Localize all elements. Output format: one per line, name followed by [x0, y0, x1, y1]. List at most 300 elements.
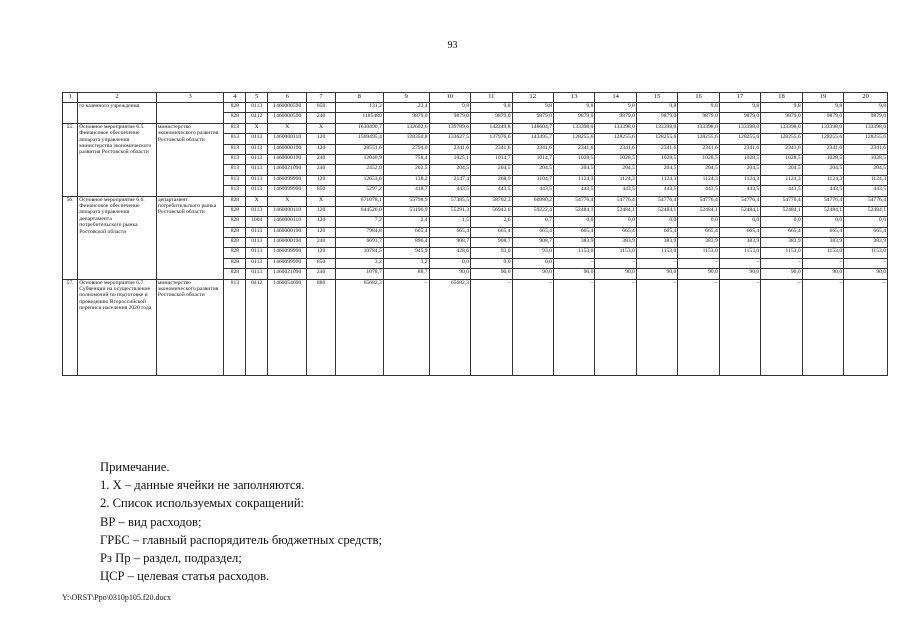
code-cell: 828 [224, 206, 246, 216]
amount-cell: 204,5 [844, 165, 888, 175]
row-number [63, 103, 78, 124]
amount-cell: 2341,6 [719, 144, 760, 154]
amount-cell: 443,5 [429, 186, 470, 196]
note-line: 2. Список используемых сокращений: [100, 496, 305, 511]
amount-cell: 665,4 [595, 227, 636, 237]
amount-cell: 59222,4 [512, 206, 553, 216]
amount-cell: 3,2 [383, 258, 429, 268]
code-cell: X [307, 196, 335, 206]
amount-cell: 0,0 [678, 217, 719, 227]
code-cell: 813 [224, 165, 246, 175]
amount-cell: 383,9 [636, 238, 677, 248]
amount-cell: 644526,0 [335, 206, 383, 216]
amount-cell: 1028,5 [761, 154, 802, 164]
code-cell: 1460099990 [268, 248, 307, 258]
amount-cell: 1124,3 [844, 175, 888, 185]
amount-cell: 9879,0 [383, 113, 429, 123]
code-cell: 1460099990 [268, 258, 307, 268]
code-cell: 828 [224, 103, 246, 113]
amount-cell: 204,5 [553, 165, 594, 175]
amount-cell: 5297,2 [335, 186, 383, 196]
amount-cell: 58702,3 [471, 196, 512, 206]
amount-cell: 9879,0 [512, 113, 553, 123]
amount-cell: – [553, 258, 594, 268]
amount-cell: 128255,6 [802, 134, 843, 144]
code-cell: 0113 [246, 144, 268, 154]
amount-cell: 90,0 [719, 269, 760, 279]
amount-cell: 0,0 [512, 258, 553, 268]
code-cell: 0113 [246, 248, 268, 258]
amount-cell: 2452,0 [335, 165, 383, 175]
table-row [63, 279, 888, 375]
amount-cell: 896,4 [383, 238, 429, 248]
amount-cell: 1028,5 [636, 154, 677, 164]
column-number-header: 3 [156, 93, 224, 103]
amount-cell: 1153,0 [636, 248, 677, 258]
amount-cell: 90,0 [471, 269, 512, 279]
amount-cell: 9,8 [512, 103, 553, 113]
amount-cell: 1124,3 [678, 175, 719, 185]
column-number-header: 13 [553, 93, 594, 103]
amount-cell: 908,7 [512, 238, 553, 248]
column-number-header: 1 [63, 93, 78, 103]
amount-cell: 0,0 [719, 217, 760, 227]
column-number-header: 15 [636, 93, 677, 103]
event-name: го казенного учреждения [78, 103, 157, 124]
amount-cell: 9879,0 [553, 113, 594, 123]
column-number-header: 11 [471, 93, 512, 103]
amount-cell: 12653,6 [335, 175, 383, 185]
code-cell: 1460000190 [268, 144, 307, 154]
notes-title: Примечание. [100, 460, 170, 474]
amount-cell: 2341,6 [553, 144, 594, 154]
amount-cell: 1014,7 [471, 154, 512, 164]
amount-cell: 204,5 [719, 165, 760, 175]
amount-cell: – [719, 258, 760, 268]
amount-cell: 128255,6 [844, 134, 888, 144]
column-number-header: 8 [335, 93, 383, 103]
amount-cell: 2341,6 [802, 144, 843, 154]
amount-cell: 9879,0 [761, 113, 802, 123]
code-cell: 120 [307, 217, 335, 227]
amount-cell: 665,4 [678, 227, 719, 237]
amount-cell: 52484,1 [595, 206, 636, 216]
amount-cell: 128255,6 [678, 134, 719, 144]
code-cell: 828 [224, 248, 246, 258]
amount-cell: 383,9 [844, 238, 888, 248]
amount-cell: – [595, 258, 636, 268]
code-cell: 120 [307, 144, 335, 154]
amount-cell: 2,4 [383, 217, 429, 227]
code-cell: 0113 [246, 103, 268, 113]
amount-cell: 56942,6 [471, 206, 512, 216]
code-cell: 0113 [246, 175, 268, 185]
code-cell: 240 [307, 165, 335, 175]
amount-cell: 54776,4 [844, 196, 888, 206]
amount-cell: 1028,5 [678, 154, 719, 164]
code-cell: 1460099990 [268, 175, 307, 185]
amount-cell: 28551,6 [335, 144, 383, 154]
amount-cell: – [678, 279, 719, 375]
code-cell: 1460000590 [268, 113, 307, 123]
code-cell: 240 [307, 113, 335, 123]
amount-cell: – [512, 279, 553, 375]
amount-cell: 1124,3 [636, 175, 677, 185]
code-cell: 120 [307, 134, 335, 144]
amount-cell: 0,7 [512, 217, 553, 227]
amount-cell: 133398,0 [761, 123, 802, 133]
code-cell: 0113 [246, 269, 268, 279]
column-number-header: 18 [761, 93, 802, 103]
responsible-org: министерство экономического развития Ростовской области [156, 123, 224, 196]
amount-cell: 1153,0 [678, 248, 719, 258]
amount-cell: 671078,1 [335, 196, 383, 206]
code-cell: 813 [224, 186, 246, 196]
table-row [63, 196, 888, 206]
row-number: 57. [63, 279, 78, 375]
amount-cell: 131,2 [335, 103, 383, 113]
code-cell: 1460000190 [268, 154, 307, 164]
amount-cell: – [719, 279, 760, 375]
amount-cell: 9879,0 [471, 113, 512, 123]
page-number: 93 [447, 40, 458, 51]
column-number-header: 5 [246, 93, 268, 103]
amount-cell: 383,9 [553, 238, 594, 248]
note-line: ВР – вид расходов; [100, 514, 202, 529]
amount-cell: 93,0 [512, 248, 553, 258]
amount-cell: 65682,3 [429, 279, 470, 375]
code-cell: 0412 [246, 113, 268, 123]
amount-cell: 1124,3 [719, 175, 760, 185]
amount-cell: 9879,0 [429, 113, 470, 123]
table-row [63, 123, 888, 133]
code-cell: X [268, 196, 307, 206]
amount-cell: 137976,6 [471, 134, 512, 144]
amount-cell: – [802, 279, 843, 375]
amount-cell: 133398,0 [802, 123, 843, 133]
amount-cell: 128255,6 [761, 134, 802, 144]
code-cell: 850 [307, 103, 335, 113]
amount-cell: 443,5 [471, 186, 512, 196]
amount-cell: – [636, 258, 677, 268]
amount-cell: 133398,0 [719, 123, 760, 133]
code-cell: 828 [224, 258, 246, 268]
amount-cell: 133398,0 [595, 123, 636, 133]
amount-cell: 9,8 [761, 103, 802, 113]
amount-cell: 9879,0 [719, 113, 760, 123]
amount-cell: 1014,7 [512, 154, 553, 164]
amount-cell: 9,8 [802, 103, 843, 113]
amount-cell: 128255,6 [595, 134, 636, 144]
code-cell: 1460021090 [268, 165, 307, 175]
amount-cell: – [802, 258, 843, 268]
amount-cell: 54776,4 [761, 196, 802, 206]
code-cell: X [268, 123, 307, 133]
amount-cell: 443,5 [636, 186, 677, 196]
amount-cell: 1028,5 [595, 154, 636, 164]
amount-cell: 268,9 [471, 175, 512, 185]
amount-cell: 443,5 [844, 186, 888, 196]
budget-table [62, 92, 888, 376]
header-row [63, 93, 888, 103]
amount-cell: 443,5 [595, 186, 636, 196]
amount-cell: 9,8 [636, 103, 677, 113]
amount-cell: 2341,6 [512, 144, 553, 154]
amount-cell: 665,4 [553, 227, 594, 237]
column-number-header: 19 [802, 93, 843, 103]
code-cell: 0113 [246, 186, 268, 196]
amount-cell: 54776,4 [553, 196, 594, 206]
amount-cell: 204,5 [761, 165, 802, 175]
amount-cell: 90,0 [595, 269, 636, 279]
code-cell: 0113 [246, 154, 268, 164]
amount-cell: 0,0 [636, 217, 677, 227]
amount-cell: 665,4 [471, 227, 512, 237]
code-cell: 120 [307, 227, 335, 237]
amount-cell: 52484,1 [636, 206, 677, 216]
amount-cell: 143495,7 [512, 134, 553, 144]
amount-cell: 90,0 [761, 269, 802, 279]
amount-cell: 1078,7 [335, 269, 383, 279]
table-body [63, 93, 888, 376]
amount-cell: 1153,0 [719, 248, 760, 258]
column-number-header: 6 [268, 93, 307, 103]
amount-cell: 1185480 [335, 113, 383, 123]
amount-cell: 1,5 [429, 217, 470, 227]
amount-cell: 1028,5 [802, 154, 843, 164]
amount-cell: 945,9 [383, 248, 429, 258]
amount-cell: 10784,5 [335, 248, 383, 258]
amount-cell: 665,4 [429, 227, 470, 237]
amount-cell: – [844, 279, 888, 375]
amount-cell: 52484,1 [802, 206, 843, 216]
code-cell: 813 [224, 144, 246, 154]
amount-cell: – [844, 258, 888, 268]
amount-cell: 9,8 [844, 103, 888, 113]
amount-cell: 9879,0 [678, 113, 719, 123]
amount-cell: 90,0 [636, 269, 677, 279]
column-number-header: 12 [512, 93, 553, 103]
amount-cell: 9879,0 [636, 113, 677, 123]
amount-cell: 0,0 [429, 258, 470, 268]
amount-cell: 1153,0 [844, 248, 888, 258]
amount-cell: 2794,0 [383, 144, 429, 154]
code-cell: 813 [224, 123, 246, 133]
column-number-header: 14 [595, 93, 636, 103]
code-cell: X [307, 123, 335, 133]
amount-cell: 443,5 [678, 186, 719, 196]
amount-cell: 443,5 [719, 186, 760, 196]
code-cell: 813 [224, 154, 246, 164]
amount-cell: 9,8 [471, 103, 512, 113]
code-cell: 1460000190 [268, 227, 307, 237]
code-cell: 240 [307, 269, 335, 279]
amount-cell: 9,8 [719, 103, 760, 113]
amount-cell: – [761, 258, 802, 268]
code-cell: 1460000110 [268, 134, 307, 144]
code-cell: 0113 [246, 227, 268, 237]
event-name: Основное мероприятие 6.6. Финансовое обеспечение аппарата управления департамента потребительского рынка Ростовской области [78, 196, 157, 279]
amount-cell: 142249,8 [471, 123, 512, 133]
amount-cell: 908,7 [471, 238, 512, 248]
amount-cell: – [595, 279, 636, 375]
amount-cell: 1124,3 [595, 175, 636, 185]
amount-cell: 54776,4 [595, 196, 636, 206]
amount-cell: 1153,0 [802, 248, 843, 258]
amount-cell: 204,5 [429, 165, 470, 175]
amount-cell: 202,5 [383, 165, 429, 175]
amount-cell: – [471, 279, 512, 375]
amount-cell: 2341,6 [471, 144, 512, 154]
amount-cell: 443,5 [761, 186, 802, 196]
row-number: 56. [63, 196, 78, 279]
note-line: 1. X – данные ячейки не заполняются. [100, 478, 305, 493]
amount-cell: 9,8 [678, 103, 719, 113]
code-cell: 120 [307, 175, 335, 185]
code-cell: 0412 [246, 279, 268, 375]
amount-cell: 2,6 [471, 217, 512, 227]
amount-cell: 418,7 [383, 186, 429, 196]
amount-cell: 90,0 [844, 269, 888, 279]
amount-cell: 9,8 [429, 103, 470, 113]
amount-cell: 138,2 [383, 175, 429, 185]
amount-cell: 665,4 [383, 227, 429, 237]
table-row [63, 103, 888, 113]
amount-cell: 0,0 [553, 217, 594, 227]
code-cell: 850 [307, 186, 335, 196]
amount-cell: 1153,0 [595, 248, 636, 258]
amount-cell: 0,0 [761, 217, 802, 227]
event-name: Основное мероприятие 6.7. Субвенции на осуществление полномочий по подготовке и проведению Всероссийской переписи населения 2020 года [78, 279, 157, 375]
column-number-header: 9 [383, 93, 429, 103]
amount-cell: 128350,8 [383, 134, 429, 144]
amount-cell: 90,0 [512, 269, 553, 279]
amount-cell: 1630490,7 [335, 123, 383, 133]
code-cell: 1460000590 [268, 103, 307, 113]
amount-cell: 1124,3 [761, 175, 802, 185]
amount-cell: 1153,0 [761, 248, 802, 258]
amount-cell: 55798,9 [383, 196, 429, 206]
code-cell: X [246, 123, 268, 133]
event-name: Основное мероприятие 6.5. Финансовое обеспечение аппарата управления министерства экономического развития Ростовской области [78, 123, 157, 196]
amount-cell: 128255,6 [553, 134, 594, 144]
amount-cell: 204,5 [678, 165, 719, 175]
amount-cell: 665,4 [761, 227, 802, 237]
amount-cell: 54776,4 [802, 196, 843, 206]
amount-cell: 65682,3 [335, 279, 383, 375]
amount-cell: 758,4 [383, 154, 429, 164]
amount-cell: 60980,2 [512, 196, 553, 206]
column-number-header: 7 [307, 93, 335, 103]
amount-cell: 204,5 [471, 165, 512, 175]
amount-cell: 7984,8 [335, 227, 383, 237]
amount-cell: 52484,1 [678, 206, 719, 216]
column-number-header: 4 [224, 93, 246, 103]
amount-cell: 52484,1 [761, 206, 802, 216]
amount-cell: 204,5 [802, 165, 843, 175]
code-cell: 0113 [246, 258, 268, 268]
code-cell: 120 [307, 206, 335, 216]
amount-cell: 54776,4 [636, 196, 677, 206]
amount-cell: 132602,6 [383, 123, 429, 133]
amount-cell: 133627,5 [429, 134, 470, 144]
amount-cell: 128255,6 [719, 134, 760, 144]
amount-cell: 9,8 [595, 103, 636, 113]
amount-cell: 52484,1 [553, 206, 594, 216]
note-line: Рз Пр – раздел, подраздел; [100, 551, 242, 566]
amount-cell: – [678, 258, 719, 268]
amount-cell: 204,5 [595, 165, 636, 175]
amount-cell: 1028,5 [844, 154, 888, 164]
amount-cell: – [636, 279, 677, 375]
code-cell: 0113 [246, 206, 268, 216]
column-number-header: 10 [429, 93, 470, 103]
amount-cell: 443,5 [802, 186, 843, 196]
code-cell: 1460000110 [268, 217, 307, 227]
amount-cell: 1025,1 [429, 154, 470, 164]
amount-cell: 383,9 [595, 238, 636, 248]
amount-cell: 12040,9 [335, 154, 383, 164]
amount-cell: 9,8 [553, 103, 594, 113]
amount-cell: 1569495,4 [335, 134, 383, 144]
amount-cell: 90,0 [429, 269, 470, 279]
code-cell: 120 [307, 248, 335, 258]
code-cell: 880 [307, 279, 335, 375]
amount-cell: 1153,0 [553, 248, 594, 258]
amount-cell: 1104,7 [512, 175, 553, 185]
responsible-org: департамент потребительского рынка Ростовской области [156, 196, 224, 279]
code-cell: 1460099990 [268, 186, 307, 196]
amount-cell: 53196,9 [383, 206, 429, 216]
amount-cell: 383,9 [678, 238, 719, 248]
amount-cell: 90,0 [553, 269, 594, 279]
amount-cell: 133398,0 [636, 123, 677, 133]
amount-cell: 9879,0 [595, 113, 636, 123]
code-cell: 813 [224, 175, 246, 185]
amount-cell: 52484,1 [719, 206, 760, 216]
amount-cell: 0,0 [595, 217, 636, 227]
code-cell: 1460054690 [268, 279, 307, 375]
amount-cell: 1124,3 [553, 175, 594, 185]
amount-cell: 90,0 [678, 269, 719, 279]
code-cell: 1460000110 [268, 206, 307, 216]
row-number: 55. [63, 123, 78, 196]
amount-cell: 133398,0 [553, 123, 594, 133]
amount-cell: 383,9 [761, 238, 802, 248]
notes-section [100, 458, 382, 585]
code-cell: 828 [224, 217, 246, 227]
code-cell: 1460021090 [268, 269, 307, 279]
amount-cell: – [383, 279, 429, 375]
amount-cell: 52484,1 [844, 206, 888, 216]
amount-cell: – [761, 279, 802, 375]
amount-cell: 1028,5 [719, 154, 760, 164]
code-cell: 813 [224, 134, 246, 144]
note-line: ГРБС – главный распорядитель бюджетных средств; [100, 532, 382, 547]
amount-cell: 2341,6 [429, 144, 470, 154]
code-cell: 0113 [246, 165, 268, 175]
amount-cell: 443,5 [512, 186, 553, 196]
column-number-header: 2 [78, 93, 157, 103]
column-number-header: 17 [719, 93, 760, 103]
code-cell: 828 [224, 227, 246, 237]
code-cell: 850 [307, 258, 335, 268]
amount-cell: 665,4 [512, 227, 553, 237]
amount-cell: 665,4 [802, 227, 843, 237]
code-cell: 1460000190 [268, 238, 307, 248]
code-cell: 828 [224, 269, 246, 279]
amount-cell: 3,2 [335, 258, 383, 268]
